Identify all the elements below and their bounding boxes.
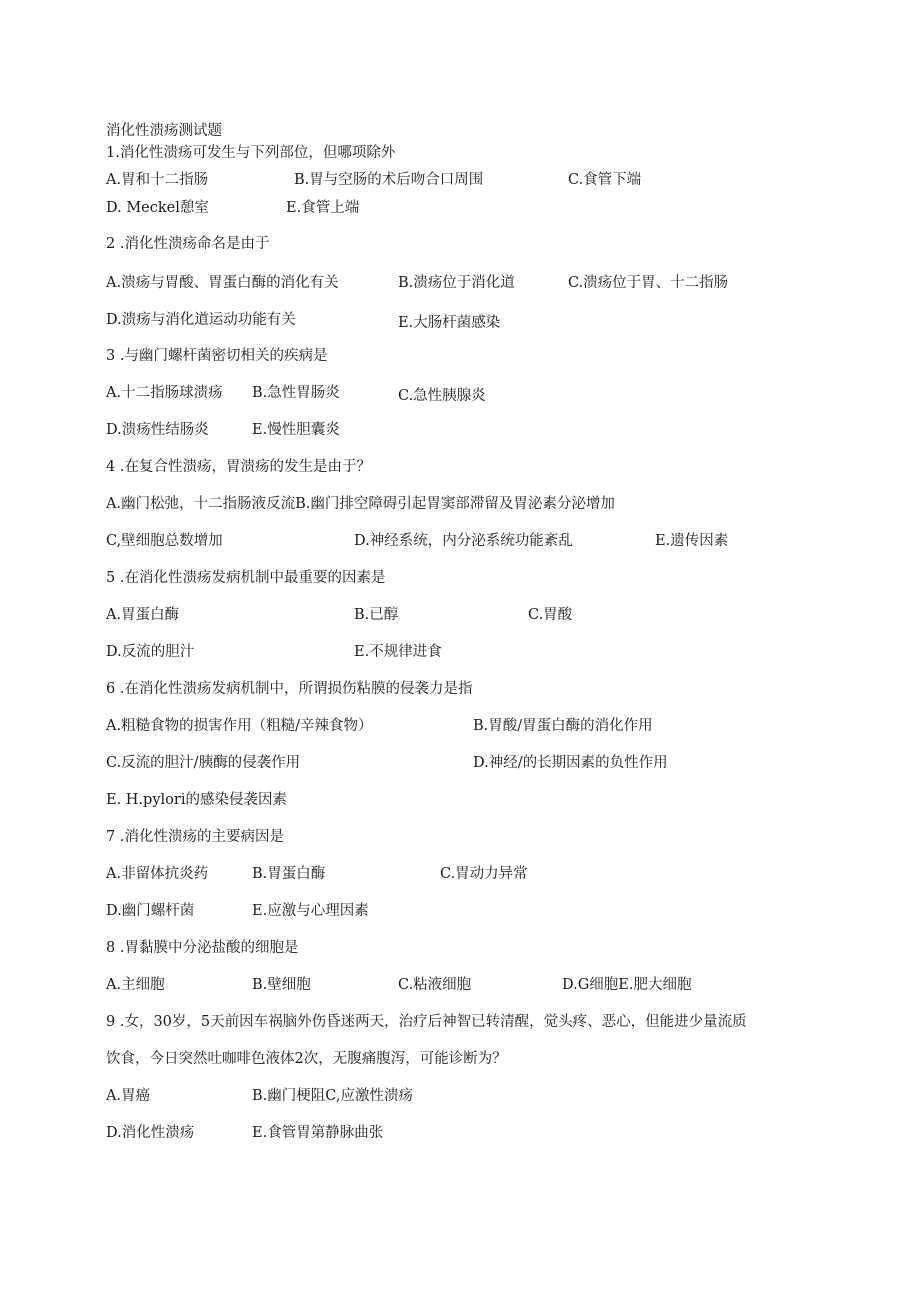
question-7-option-d: D.幽门螺杆菌 [106,903,195,919]
question-6-option-a: A.粗糙食物的损害作用（粗糙/辛辣食物） [106,718,373,734]
question-4-options-ab: A.幽门松弛，十二指肠液反流B.幽门排空障碍引起胃窦部滞留及胃泌素分泌增加 [106,496,615,512]
question-2-stem: 2 .消化性溃疡命名是由于 [106,236,270,252]
question-8-option-c: C.粘液细胞 [398,977,472,993]
question-6-option-c: C.反流的胆汁/胰酶的侵袭作用 [106,755,301,771]
question-3-option-b: B.急性胃肠炎 [252,385,340,401]
question-8-options-de: D.G细胞E.肥大细胞 [562,977,692,993]
question-7-option-a: A.非留体抗炎药 [106,866,209,882]
question-5-option-a: A.胃蛋白酶 [106,607,180,623]
question-2-option-e: E.大肠杆菌感染 [398,315,501,331]
question-4-option-e: E.遗传因素 [655,533,729,549]
question-1-option-b: B.胃与空肠的术后吻合口周围 [294,172,484,188]
question-9-option-e: E.食管胃第静脉曲张 [252,1125,384,1141]
question-6-option-b: B.胃酸/胃蛋白酶的消化作用 [473,718,653,734]
question-2-option-d: D.溃疡与消化道运动功能有关 [106,312,296,328]
question-7-option-c: C.胃动力异常 [440,866,528,882]
question-6-option-e: E. H.pylori的感染侵袭因素 [106,792,287,808]
question-3-option-a: A.十二指肠球溃疡 [106,385,223,401]
question-1-option-e: E.食管上端 [286,200,360,216]
question-8-stem: 8 .胃黏膜中分泌盐酸的细胞是 [106,940,299,956]
question-1-stem: 1.消化性溃疡可发生与下列部位，但哪项除外 [106,145,396,161]
question-7-option-e: E.应激与心理因素 [252,903,369,919]
question-9-stem-line-2: 饮食，今日突然吐咖啡色液体2次，无腹痛腹泻，可能诊断为？ [106,1051,507,1067]
page-title: 消化性溃疡测试题 [106,123,222,139]
question-6-stem: 6 .在消化性溃疡发病机制中，所谓损伤粘膜的侵袭力是指 [106,681,473,697]
question-9-option-a: A.胃癌 [106,1088,151,1104]
question-1-option-c: C.食管下端 [568,172,642,188]
question-2-option-b: B.溃疡位于消化道 [398,275,515,291]
question-9-stem-line-1: 9 .女，30岁，5天前因车祸脑外伤昏迷两天，治疗后神智已转清醒，觉头疼、恶心，但能进少量流质 [106,1014,747,1030]
question-1-option-d: D. Meckel憩室 [106,200,209,216]
question-4-stem: 4 .在复合性溃疡，胃溃疡的发生是由于？ [106,459,371,475]
question-5-option-e: E.不规律进食 [354,644,442,660]
question-7-option-b: B.胃蛋白酶 [252,866,326,882]
question-2-option-c: C.溃疡位于胃、十二指肠 [568,275,729,291]
question-3-option-d: D.溃疡性结肠炎 [106,422,209,438]
question-6-option-d: D.神经/的长期因素的负性作用 [473,755,668,771]
question-1-option-a: A.胃和十二指肠 [106,172,209,188]
question-8-option-b: B.壁细胞 [252,977,311,993]
question-2-option-a: A.溃疡与胃酸、胃蛋白酶的消化有关 [106,275,339,291]
question-9-option-d: D.消化性溃疡 [106,1125,195,1141]
question-7-stem: 7 .消化性溃疡的主要病因是 [106,829,284,845]
question-4-option-c: C,壁细胞总数增加 [106,533,223,549]
question-4-option-d: D.神经系统，内分泌系统功能紊乱 [354,533,573,549]
question-5-stem: 5 .在消化性溃疡发病机制中最重要的因素是 [106,570,386,586]
question-5-option-b: B.已醇 [354,607,399,623]
question-9-options-bc: B.幽门梗阻C,应激性溃疡 [252,1088,413,1104]
question-3-option-e: E.慢性胆囊炎 [252,422,340,438]
question-5-option-c: C.胃酸 [528,607,573,623]
question-3-stem: 3 .与幽门螺杆菌密切相关的疾病是 [106,348,328,364]
question-5-option-d: D.反流的胆汁 [106,644,195,660]
question-8-option-a: A.主细胞 [106,977,165,993]
question-3-option-c: C.急性胰腺炎 [398,388,486,404]
